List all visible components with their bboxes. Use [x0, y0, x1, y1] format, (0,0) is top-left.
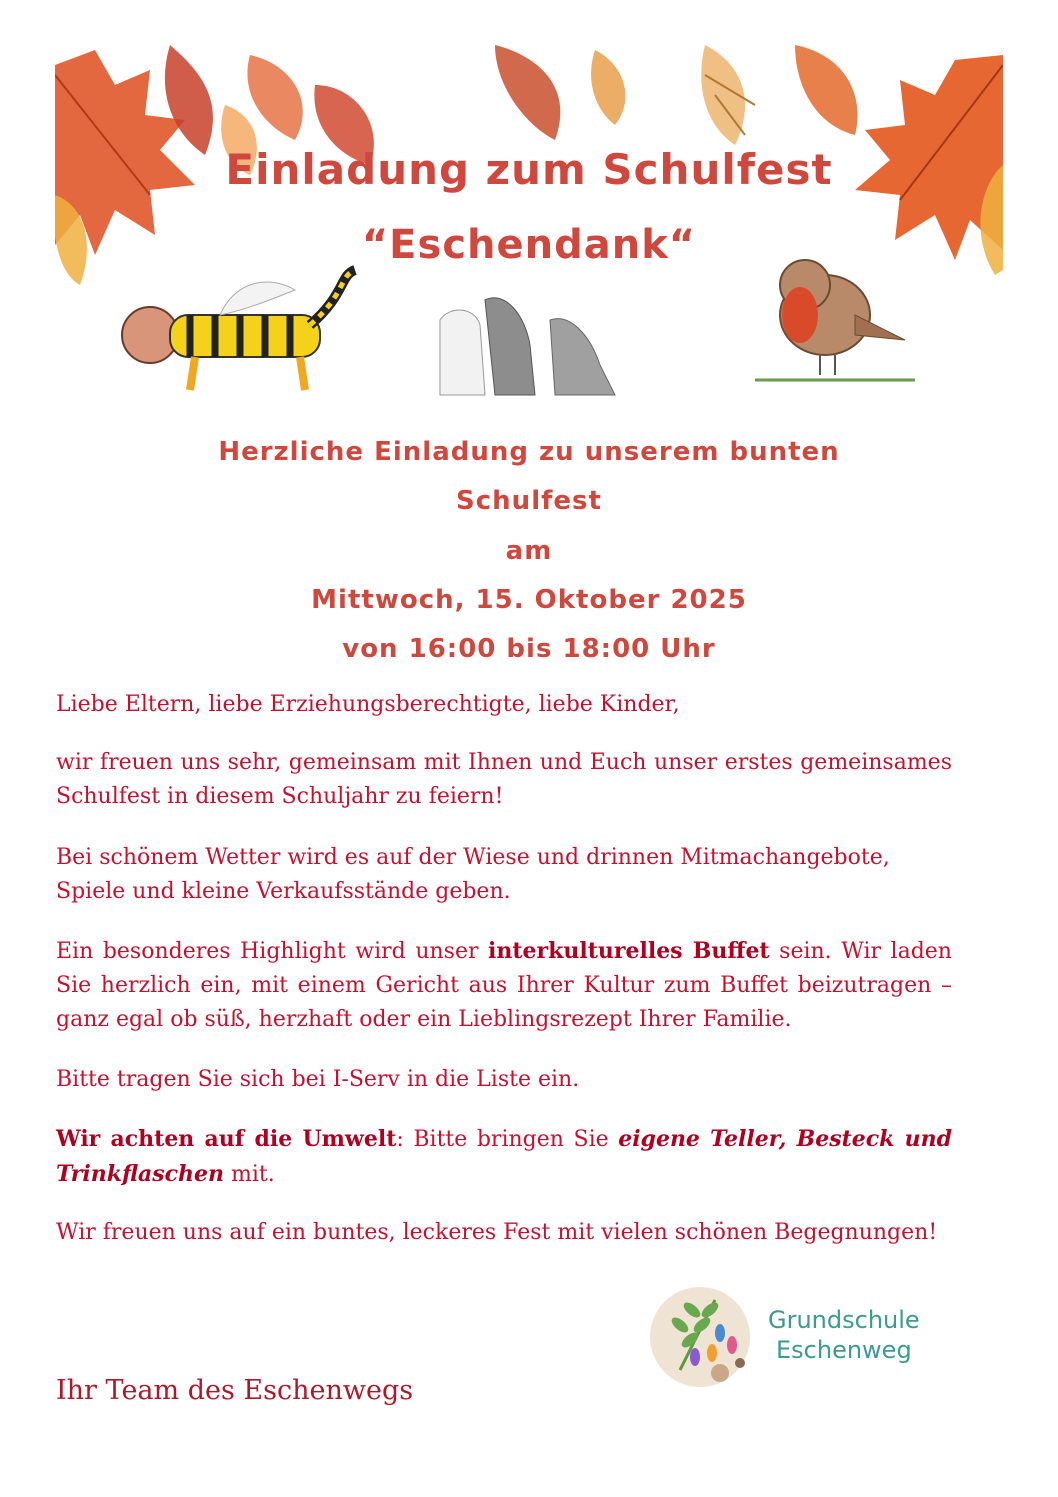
paragraph-text: sein. Wir laden Sie herzlich ein, mit einem Gericht aus Ihrer Kultur zum Buffet beizutragen – ganz egal ob süß, herzhaft oder ein Lieblingsrezept Ihrer Familie. [56, 939, 952, 1032]
paragraph-text: Ein besonderes Highlight wird unser [56, 939, 489, 964]
event-name: “Eschendank“ [361, 222, 697, 268]
paragraph [56, 934, 952, 1037]
signature: Ihr Team des Eschenwegs [56, 1375, 414, 1406]
leaf-icon [495, 45, 858, 145]
invitation-line: Herzliche Einladung zu unserem bunten [218, 437, 840, 467]
paragraph: wir freuen uns sehr, gemeinsam mit Ihnen und Euch unser erstes gemeinsames Schulfest in diesem Schuljahr zu feiern! [56, 750, 952, 809]
greeting: Liebe Eltern, liebe Erziehungsberechtigte, liebe Kinder, [56, 692, 680, 717]
page-title: Einladung zum Schulfest [225, 145, 833, 194]
paragraph: Wir freuen uns auf ein buntes, leckeres Fest mit vielen schönen Begegnungen! [56, 1220, 938, 1245]
paragraph: Bitte tragen Sie sich bei I-Serv in die Liste ein. [56, 1067, 580, 1092]
invitation-line: am [505, 536, 553, 566]
school-name [768, 1305, 920, 1365]
invitation-line: Schulfest [456, 486, 602, 516]
school-name-line2: Eschenweg [776, 1336, 912, 1364]
school-name-line1: Grundschule [768, 1306, 920, 1334]
highlight-text: Wir achten auf die Umwelt [56, 1126, 397, 1152]
paragraph-text: mit. [223, 1162, 275, 1187]
cat-drawing [122, 270, 355, 390]
paragraph: Bei schönem Wetter wird es auf der Wiese und drinnen Mitmachangebote, Spiele und kleine Verkaufsstände geben. [56, 845, 890, 904]
paragraph-text: : Bitte bringen Sie [396, 1127, 619, 1152]
highlight-text: eigene Teller, Besteck und Trinkflaschen [56, 1126, 952, 1187]
event-time: von 16:00 bis 18:00 Uhr [342, 634, 716, 664]
event-date: Mittwoch, 15. Oktober 2025 [311, 585, 747, 615]
bird-drawing [755, 260, 915, 380]
highlight-text: interkulturelles Buffet [488, 938, 770, 964]
paragraph [56, 1122, 952, 1192]
wolves-drawing [440, 298, 615, 395]
